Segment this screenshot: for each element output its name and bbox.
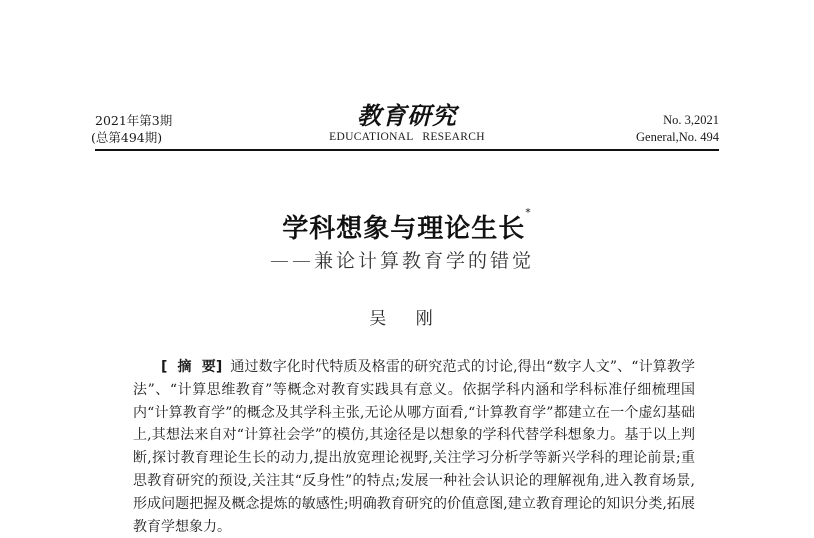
- article-author: 吴 刚: [369, 309, 445, 329]
- general-number-en: General,No. 494: [636, 130, 719, 144]
- abstract-label: [161, 359, 222, 375]
- journal-masthead: [300, 102, 514, 144]
- abstract-paragraph: [133, 356, 695, 538]
- abstract-label-open: [摘: [161, 359, 202, 375]
- abstract-text: 通过数字化时代特质及格雷的研究范式的讨论,得出“数字人文”、“计算教学法”、“计算思维教育”等概念对教育实践具有意义。依据学科内涵和学科标准仔细梳理国内“计算教育学”的概念及其学科主张,无论从哪方面看,“计算教育学”都建立在一个虚幻基础上,其想法来自对“计算社会学”的模仿,其途径是以想象的学科代替学科想象力。基于以上判断,探讨教育理论生长的动力,提出放宽理论视野,关注学习分析学等新兴学科的理论前景;重思教育研究的预设,关注其“反身性”的特点;发展一种社会认识论的理解视角,进入教育场景,形成问题把握及概念提炼的敏感性;明确教育研究的价值意图,建立教育理论的知识分类,拓展教育学想象力。: [133, 359, 696, 535]
- issue-total-number: (总第494期): [91, 130, 163, 145]
- issue-info: [91, 112, 173, 146]
- issue-number-en: No. 3,2021: [663, 113, 719, 127]
- article-subtitle: ——兼论计算教育学的错觉: [270, 250, 535, 272]
- journal-logo-cn: 教育研究: [357, 101, 457, 130]
- header-rule: [95, 149, 719, 151]
- issue-info-en: [636, 112, 719, 146]
- title-footnote-mark: *: [525, 206, 532, 219]
- journal-name-en: EDUCATIONAL RESEARCH: [329, 131, 485, 143]
- abstract-label-close: 要]: [201, 359, 223, 375]
- article-title: [0, 208, 814, 245]
- article-title-text: 学科想象与理论生长: [282, 214, 526, 244]
- issue-year-number: 2021年第3期: [95, 113, 173, 128]
